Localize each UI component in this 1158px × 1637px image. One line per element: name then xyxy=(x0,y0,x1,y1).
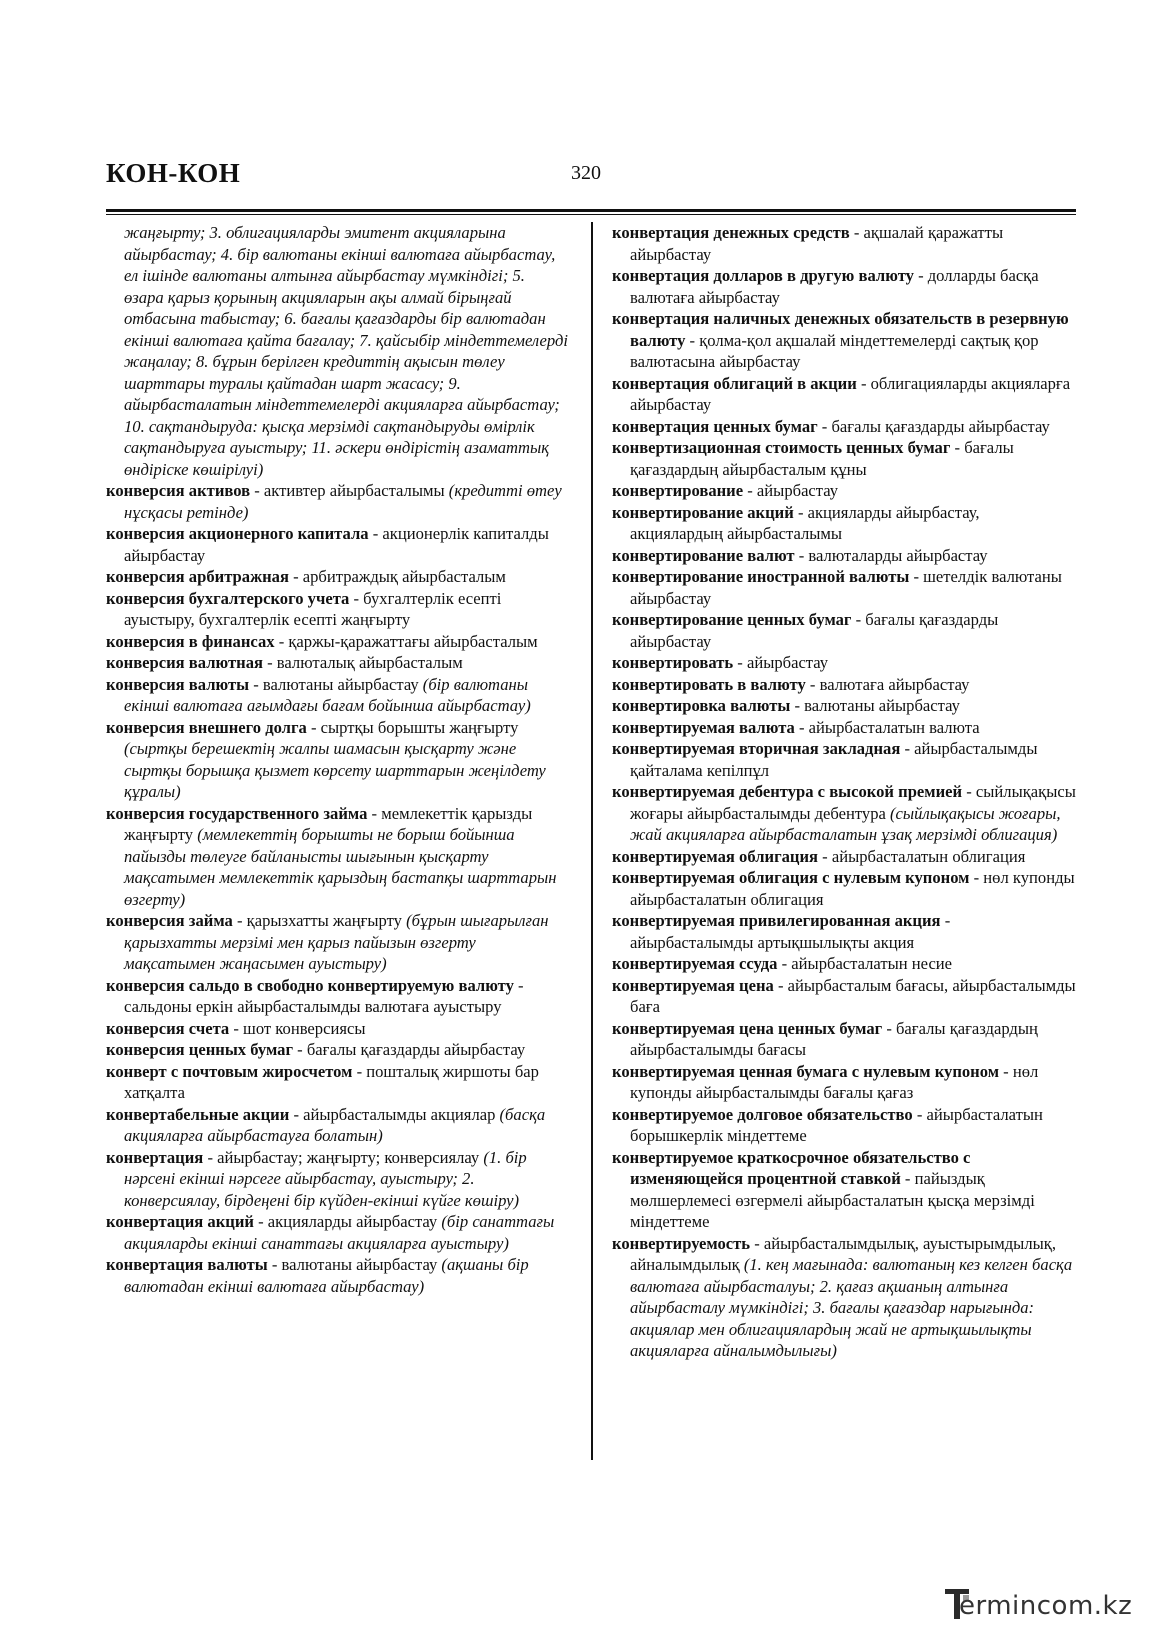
entry-note: (сыйлықақысы жоғары, жай акцияларға айырбасталатын ұзақ мерзімді облигация) xyxy=(630,803,1061,844)
entry-term: конвертирование акций xyxy=(612,502,794,522)
entry-definition: - сальдоны еркін айырбасталымды валютаға ауыстыру xyxy=(124,975,524,1016)
dictionary-entry xyxy=(612,975,1076,1018)
entry-term: конвертабельные акции xyxy=(106,1104,290,1124)
entry-term: конвертирование xyxy=(612,481,744,500)
header-rule-thin xyxy=(106,214,1076,215)
entry-definition: - айырбасталатын несие xyxy=(777,954,953,973)
entry-term: конверсия сальдо в свободно конвертируемую валюту xyxy=(106,975,514,995)
dictionary-entry xyxy=(612,308,1076,373)
dictionary-entry xyxy=(612,1018,1076,1061)
entry-definition: - арбитраждық айырбасталым xyxy=(288,567,506,586)
entry-definition: - мемлекеттік қарызды жаңғырту xyxy=(124,803,533,844)
entry-definition: - шетелдік валютаны айырбастау xyxy=(630,567,1062,608)
entry-term: конверсия акционерного капитала xyxy=(106,524,369,543)
dictionary-entry xyxy=(106,1018,568,1040)
entry-definition: - ақшалай қаражатты айырбастау xyxy=(630,223,1004,264)
entry-term: конвертируемая облигация xyxy=(612,846,819,866)
entry-term: конвертация валюты xyxy=(106,1255,268,1274)
dictionary-entry xyxy=(612,910,1076,953)
dictionary-entry xyxy=(106,803,568,911)
entry-term: конверсия активов xyxy=(106,481,251,500)
entry-definition: - пошталық жиршоты бар хатқалта xyxy=(124,1061,539,1102)
dictionary-entry xyxy=(612,1147,1076,1233)
entry-definition: - шот конверсиясы xyxy=(229,1018,366,1038)
entry-note: (бір валютаны екінші валютаға ағымдағы бағам бойынша айырбастау) xyxy=(124,674,531,715)
dictionary-entry xyxy=(106,480,568,523)
entry-term: конвертация долларов в другую валюту xyxy=(612,266,914,285)
right-column xyxy=(612,222,1076,1362)
entry-term: конвертация xyxy=(106,1147,204,1167)
entry-term: конвертирование иностранной валюты xyxy=(612,567,910,586)
entry-term: конвертируемая привилегированная акция xyxy=(612,911,941,930)
entry-definition: - айырбасталатын облигация xyxy=(818,846,1026,866)
column-divider xyxy=(591,222,593,1460)
dictionary-entry xyxy=(612,1104,1076,1147)
entry-term: конверсия арбитражная xyxy=(106,567,289,586)
entry-definition: - айырбасталымды артықшылықты акция xyxy=(630,911,951,952)
entry-definition: - нөл купонды айырбасталымды бағалы қағаз xyxy=(630,1061,1039,1102)
left-column xyxy=(106,222,568,1297)
dictionary-entry xyxy=(612,609,1076,652)
entry-definition: - бағалы қағаздардың айырбасталымды бағасы xyxy=(630,1018,1038,1059)
entry-definition: - пайыздық мөлшерлемесі өзгермелі айырбасталатын қысқа мерзімді міндеттеме xyxy=(630,1169,1035,1231)
entry-definition: - айырбасталымды акциялар xyxy=(289,1104,500,1124)
dictionary-entry xyxy=(612,781,1076,846)
entry-definition: - активтер айырбасталымы xyxy=(250,481,449,500)
entry-term: конвертировать в валюту xyxy=(612,674,806,694)
entry-term: конвертация облигаций в акции xyxy=(612,373,857,393)
entry-definition: - валютаға айырбастау xyxy=(805,674,970,694)
dictionary-entry xyxy=(612,1061,1076,1104)
entry-term: конвертировка валюты xyxy=(612,696,791,715)
dictionary-entry xyxy=(106,1061,568,1104)
dictionary-entry xyxy=(612,738,1076,781)
dictionary-entry xyxy=(612,373,1076,416)
entry-definition: - сыртқы борышты жаңғырту xyxy=(306,717,519,737)
entry-definition: - акцияларды айырбастау, акциялардың айырбасталымы xyxy=(630,502,980,543)
entry-note: (1. кең мағынада: валютаның кез келген басқа валютаға айырбасталуы; 2. қағаз ақшаның алтынға айырбасталу мүмкіндігі; 3. бағалы қағаздар нарығында: акциялар мен облигациялардың жай не артықшылықты акцияларға айналымдылығы) xyxy=(630,1255,1073,1360)
entry-term: конвертируемая цена xyxy=(612,975,774,995)
dictionary-entry xyxy=(106,1254,568,1297)
entry-definition: - айырбасталымдылық, ауыстырымдылық, айналымдылық xyxy=(630,1233,1056,1274)
dictionary-entry xyxy=(612,717,1076,739)
entry-term: конвертируемая ссуда xyxy=(612,954,778,973)
entry-term: конвертируемость xyxy=(612,1233,751,1253)
entry-definition: - айырбастау xyxy=(743,481,839,500)
entry-definition: - долларды басқа валютаға айырбастау xyxy=(630,266,1039,307)
entry-term: конвертизационная стоимость ценных бумаг xyxy=(612,438,951,457)
entry-note: (бір санаттағы акцияларды екінші санаттағы акцияларға ауыстыру) xyxy=(124,1212,555,1253)
entry-term: конвертируемая облигация с нулевым купоном xyxy=(612,868,970,887)
entry-definition: - валютаны айырбастау xyxy=(790,696,960,715)
entry-term: конвертируемая вторичная закладная xyxy=(612,739,901,758)
entry-term: конверсия займа xyxy=(106,911,233,930)
entry-note: (бұрын шығарылған қарызхатты мерзімі мен қарыз пайызын өзгерту мақсатымен жаңасымен ауыстыру) xyxy=(124,911,549,973)
dictionary-entry xyxy=(106,1039,568,1061)
entry-term: конвертирование валют xyxy=(612,545,795,565)
entry-definition: - сыйлықақысы жоғары айырбасталымды дебентура xyxy=(630,782,1076,823)
dictionary-entry xyxy=(612,502,1076,545)
entry-definition: - облигацияларды акцияларға айырбастау xyxy=(630,373,1071,414)
watermark-logo xyxy=(945,1587,1135,1625)
entry-term: конверсия бухгалтерского учета xyxy=(106,588,350,608)
dictionary-entry xyxy=(612,545,1076,567)
watermark-text: ermincom.kz xyxy=(959,1591,1133,1621)
entry-term: конверсия внешнего долга xyxy=(106,717,307,737)
entry-term: конвертировать xyxy=(612,653,734,672)
entry-definition: - акционерлік капиталды айырбастау xyxy=(124,524,549,565)
entry-term: конверсия валюты xyxy=(106,674,250,694)
dictionary-entry xyxy=(106,674,568,717)
entry-term: конвертирование ценных бумаг xyxy=(612,610,852,629)
entry-term: конверсия валютная xyxy=(106,653,263,672)
page-number: 320 xyxy=(571,162,601,184)
dictionary-entry xyxy=(106,1147,568,1212)
entry-term: конвертируемое долговое обязательство xyxy=(612,1104,913,1124)
dictionary-entry xyxy=(106,910,568,975)
entry-term: конверт с почтовым жиросчетом xyxy=(106,1061,353,1081)
entry-term: конвертация акций xyxy=(106,1212,254,1231)
dictionary-entry xyxy=(612,416,1076,438)
entry-term: конвертируемая цена ценных бумаг xyxy=(612,1018,883,1038)
entry-definition: - валюталық айырбасталым xyxy=(262,653,463,672)
entry-term: конверсия ценных бумаг xyxy=(106,1040,294,1059)
entry-note: (кредитті өтеу нұсқасы ретінде) xyxy=(124,481,562,522)
dictionary-entry xyxy=(106,652,568,674)
dictionary-entry xyxy=(106,566,568,588)
entry-definition: - акцияларды айырбастау xyxy=(253,1212,442,1231)
dictionary-entry xyxy=(612,695,1076,717)
entry-term: конвертируемая валюта xyxy=(612,717,795,737)
entry-term: конвертируемая дебентура с высокой премией xyxy=(612,782,963,801)
entry-term: конвертируемое краткосрочное обязательство с изменяющейся процентной ставкой xyxy=(612,1147,971,1188)
entry-note: (мемлекеттің борышты не борыш бойынша пайызды төлеуге байланысты шығынын қысқарту мақсатымен мемлекеттік қарыздың бастапқы шарттарын өзгерту) xyxy=(124,825,557,909)
entry-definition: - бағалы қағаздардың айырбасталым құны xyxy=(630,438,1014,479)
continuation-text: жаңғырту; 3. облигацияларды эмитент акцияларына айырбастау; 4. бір валютаны екінші валютаға айырбастау, ел ішінде валютаны алтынға айырбастау мүмкіндігі; 5. өзара қарыз қорының акцияларын ақы алмай бірыңғай отбасына табыстау; 6. бағалы қағаздарды бір валютадан екінші валютаға қайта бағалау; 7. қайсыбір міндеттемелерді жаңалау; 8. бұрын берілген кредиттің ақысын төлеу шарттары туралы қайтадан шарт жасасу; 9. айырбасталатын міндеттемелерді акцияларға айырбастау; 10. сақтандыруда: қысқа мерзімді сақтандыруды өмірлік сақтандыруға ауыстыру; 11. әскери өндірістің азаматтық өндіріске көшірілуі) xyxy=(124,223,568,479)
page-header-title: КОН-КОН xyxy=(106,158,241,188)
entry-definition: - бағалы қағаздарды айырбастау xyxy=(817,416,1050,436)
dictionary-entry xyxy=(612,867,1076,910)
entry-note: (сыртқы берешектің жалпы шамасын қысқарту және сыртқы борышқа қызмет көрсету шарттарын жеңілдету құралы) xyxy=(124,739,546,801)
entry-definition: - валютаны айырбастау xyxy=(249,674,423,694)
entry-term: конвертация денежных средств xyxy=(612,223,850,242)
dictionary-entry xyxy=(106,523,568,566)
entry-term: конвертация ценных бумаг xyxy=(612,416,818,436)
entry-definition: - айырбасталатын борышкерлік міндеттеме xyxy=(630,1104,1043,1145)
dictionary-entry xyxy=(612,437,1076,480)
dictionary-entry xyxy=(106,588,568,631)
dictionary-entry xyxy=(612,480,1076,502)
dictionary-entry xyxy=(106,1211,568,1254)
entry-definition: - айырбасталымды қайталама кепілпұл xyxy=(630,739,1038,780)
entry-term: конвертация наличных денежных обязательств в резервную валюту xyxy=(612,309,1069,350)
entry-definition: - нөл купонды айырбасталатын облигация xyxy=(630,868,1075,909)
entry-definition: - айырбасталатын валюта xyxy=(794,717,980,737)
dictionary-entry xyxy=(612,566,1076,609)
entry-term: конвертируемая ценная бумага с нулевым купоном xyxy=(612,1061,1000,1081)
entry-definition: - қолма-қол ақшалай міндеттемелерді сақтық қор валютасына айырбастау xyxy=(630,330,1039,371)
dictionary-entry xyxy=(612,674,1076,696)
dictionary-entry xyxy=(612,846,1076,868)
entry-term: конверсия в финансах xyxy=(106,631,275,651)
entry-definition: - валютаны айырбастау xyxy=(267,1255,442,1274)
dictionary-entry xyxy=(106,1104,568,1147)
entry-definition: - айырбастау; жаңғырту; конверсиялау xyxy=(203,1147,484,1167)
entry-definition: - бухгалтерлік есепті ауыстыру, бухгалтерлік есепті жаңғырту xyxy=(124,588,502,629)
entry-definition: - айырбастау xyxy=(733,653,829,672)
dictionary-entry xyxy=(106,631,568,653)
entry-note: (басқа акцияларға айырбастауға болатын) xyxy=(124,1104,546,1145)
dictionary-entry xyxy=(106,975,568,1018)
entry-definition: - қарызхатты жаңғырту xyxy=(232,911,407,930)
dictionary-entry xyxy=(612,953,1076,975)
entry-definition: - қаржы-қаражаттағы айырбасталым xyxy=(274,631,538,651)
entry-definition: - айырбасталым бағасы, айырбасталымды баға xyxy=(630,975,1076,1016)
entry-term: конверсия счета xyxy=(106,1018,230,1038)
dictionary-entry xyxy=(612,265,1076,308)
dictionary-entry xyxy=(612,222,1076,265)
dictionary-entry xyxy=(612,1233,1076,1362)
entry-term: конверсия государственного займа xyxy=(106,803,368,823)
entry-definition: - валюталарды айырбастау xyxy=(794,545,988,565)
entry-note: (1. бір нәрсені екінші нәрсеге айырбастау, ауыстыру; 2. конверсиялау, бірдеңені бір күйден-екінші күйге көшіру) xyxy=(124,1147,527,1210)
dictionary-entry xyxy=(106,717,568,803)
dictionary-entry xyxy=(612,652,1076,674)
entry-definition: - бағалы қағаздарды айырбастау xyxy=(630,610,999,651)
entry-note: (ақшаны бір валютадан екінші валютаға айырбастау) xyxy=(124,1255,529,1296)
header-rule-thick xyxy=(106,209,1076,212)
entry-definition: - бағалы қағаздарды айырбастау xyxy=(293,1040,526,1059)
